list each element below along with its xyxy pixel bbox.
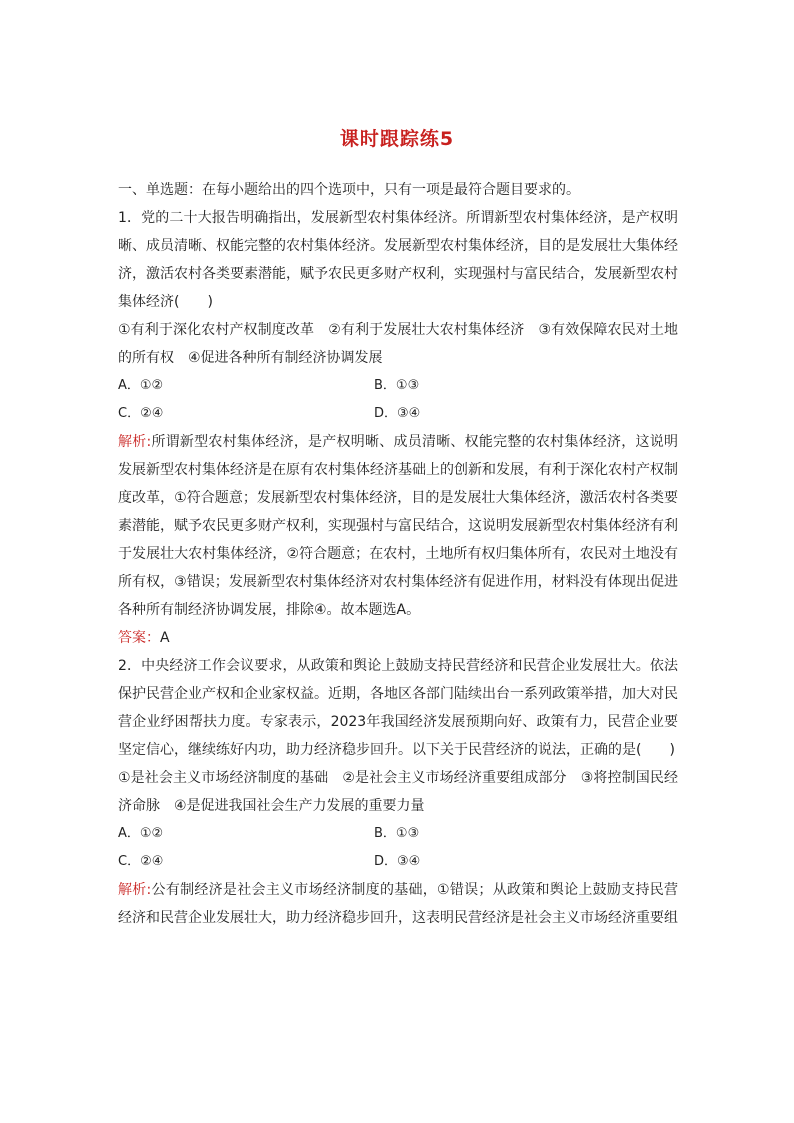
section-heading: 一、单选题：在每小题给出的四个选项中，只有一项是最符合题目要求的。	[118, 182, 580, 198]
option-b: B．①③	[374, 378, 420, 393]
question-1-options-row-1	[118, 372, 678, 400]
option-b: B．①③	[374, 826, 420, 841]
option-d: D．③④	[374, 406, 421, 421]
option-a: A．①②	[118, 826, 164, 841]
question-1-answer	[118, 624, 678, 652]
question-2-stem: 2．中央经济工作会议要求，从政策和舆论上鼓励支持民营经济和民营企业发展壮大。依法保护民营企业产权和企业家权益。近期，各地区各部门陆续出台一系列政策举措，加大对民营企业纾困帮扶力度。专家表示，2023年我国经济发展预期向好、政策有力，民营企业要坚定信心，继续练好内功，助力经济稳步回升。以下关于民营经济的说法，正确的是( )	[118, 658, 678, 758]
option-d: D．③④	[374, 854, 421, 869]
analysis-text: 公有制经济是社会主义市场经济制度的基础，①错误；从政策和舆论上鼓励支持民营经济和民营企业发展壮大，助力经济稳步回升，这表明民营经济是社会主义市场经济重要组	[118, 882, 678, 926]
question-1-options-row-2	[118, 400, 678, 428]
question-2-options-row-2	[118, 848, 678, 876]
question-2-statements: ①是社会主义市场经济制度的基础 ②是社会主义市场经济重要组成部分 ③将控制国民经济命脉 ④是促进我国社会生产力发展的重要力量	[118, 770, 678, 814]
question-1-analysis	[118, 428, 678, 624]
question-1-statements: ①有利于深化农村产权制度改革 ②有利于发展壮大农村集体经济 ③有效保障农民对土地的所有权 ④促进各种所有制经济协调发展	[118, 322, 678, 366]
option-a: A．①②	[118, 378, 164, 393]
option-c: C．②④	[118, 854, 164, 869]
question-2-options-row-1	[118, 820, 678, 848]
question-2-analysis	[118, 876, 678, 932]
analysis-label: 解析:	[118, 434, 152, 450]
option-c: C．②④	[118, 406, 164, 421]
page-title: 课时跟踪练5	[339, 128, 455, 150]
analysis-label: 解析:	[118, 882, 152, 898]
document-body	[118, 176, 678, 932]
analysis-text: 所谓新型农村集体经济，是产权明晰、成员清晰、权能完整的农村集体经济，这说明发展新型农村集体经济是在原有农村集体经济基础上的创新和发展，有利于深化农村产权制度改革，①符合题意；发展新型农村集体经济，目的是发展壮大集体经济，激活农村各类要素潜能，赋予农民更多财产权利，实现强村与富民结合，这说明发展新型农村集体经济有利于发展壮大农村集体经济，②符合题意；在农村，土地所有权归集体所有，农民对土地没有所有权，③错误；发展新型农村集体经济对农村集体经济有促进作用，材料没有体现出促进各种所有制经济协调发展，排除④。故本题选A。	[118, 434, 679, 618]
answer-value: A	[160, 630, 170, 646]
question-1-stem: 1．党的二十大报告明确指出，发展新型农村集体经济。所谓新型农村集体经济，是产权明晰、成员清晰、权能完整的农村集体经济。发展新型农村集体经济，目的是发展壮大集体经济，激活农村各类要素潜能，赋予农民更多财产权利，实现强村与富民结合，发展新型农村集体经济( )	[118, 210, 678, 310]
answer-label: 答案：	[118, 630, 160, 646]
